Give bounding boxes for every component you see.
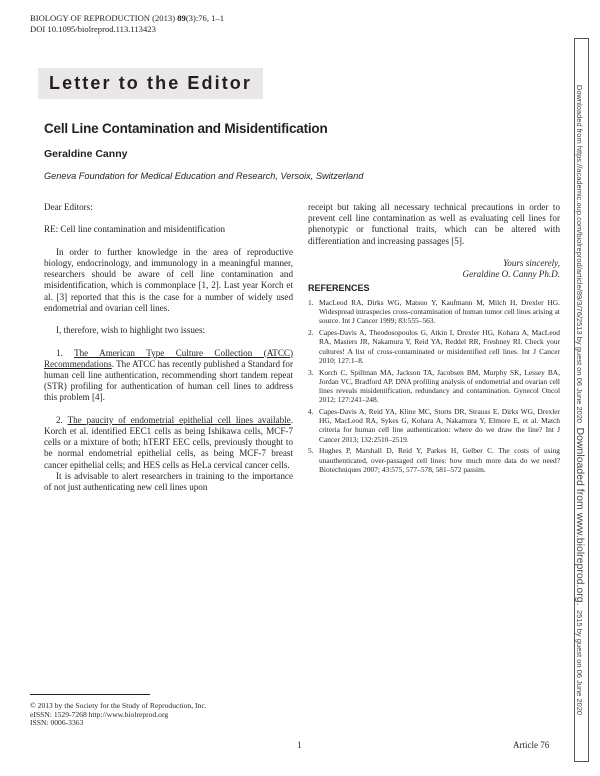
paragraph-issues-lead: I, therefore, wish to highlight two issues: [56,325,206,336]
reference-item [308,298,560,326]
footer-notes [30,702,207,728]
reference-text: Hughes P, Marshall D, Reid Y, Parkes H, Gelber C. The costs of using unauthenticated, over-passaged cell lines: how much more data do we need? Biotechniques 2007; 43:575, 577–578, 581–572 passim. [319,446,560,474]
reference-text: Capes-Davis A, Reid YA, Kline MC, Storts DR, Strauss E, Dirks WG, Drexler HG, MacLeod RA, Sykes G, Kohara A, Nakamura Y, Elmore E, et al. Match criteria for human cell line authentication: where do we draw the line? Int J Cancer 2013; 132:2510–2519. [319,407,560,444]
signature: Geraldine O. Canny Ph.D. [462,269,560,280]
copyright-line: © 2013 by the Society for the Study of Reproduction, Inc. [30,701,207,710]
reference-item [308,328,560,365]
paragraph-advice-continued: receipt but taking all necessary technical precautions in order to prevent cell line contamination as well as evaluating cell lines for phenotypic or functional traits, which can be altered with differentiation and increasing passages [5]. [308,202,560,246]
article-title: Cell Line Contamination and Misidentification [44,121,328,136]
issue-2-number: 2. [56,414,68,425]
footer-divider [30,694,150,695]
download-notice[interactable] [572,85,590,715]
section-banner-label: Letter to the Editor [49,73,252,93]
journal-citation [30,13,224,24]
reference-number: 5. [308,446,314,456]
reference-number: 4. [308,407,314,417]
reference-text: Korch C, Spillman MA, Jackson TA, Jacobsen BM, Murphy SK, Lessey BA, Jordan VC, Bradford AP. DNA profiling analysis of endometrial and ovarian cell lines reveals misidentification, redundancy and contamination. Gynecol Oncol 2012; 127:241–248. [319,367,560,405]
issue-2 [44,415,293,471]
download-notice-link[interactable]: Downloaded from www.biolreprod.org. [574,427,586,606]
reference-number: 2. [308,328,314,338]
reference-item [308,407,560,444]
eissn-line: eISSN: 1529-7268 http://www.biolreprod.org [30,709,169,719]
reference-number: 1. [308,298,314,307]
reference-item [308,368,560,405]
reference-text: Capes-Davis A, Theodosopoulos G, Atkin I, Drexler HG, Kohara A, MacLeod RA, Masters JR, Nakamura Y, Reid YA, Reddel RR, Freshney RI. Check your cultures! A list of cross-contaminated or misidentified cell lines. Int J Cancer 2010; 127:1–8. [319,328,560,365]
paragraph-advice: It is advisable to alert researchers in training to the importance of not just authenticating new cell lines upon [44,470,293,492]
references-heading: REFERENCES [308,283,370,293]
issue-2-heading: The paucity of endometrial epithelial cell lines available [67,414,291,425]
reference-number: 3. [308,367,314,377]
closing: Yours sincerely, [503,258,560,268]
author-affiliation: Geneva Foundation for Medical Education and Research, Versoix, Switzerland [44,171,364,181]
journal-prefix: BIOLOGY OF REPRODUCTION (2013) [30,13,178,23]
issue-1-text: . The ATCC has recently published a Standard for human cell line authentication, recommending short tandem repeat (STR) profiling for authentication of human cell lines to address this problem [4]. [44,358,293,403]
issn-line: ISSN: 0006-3363 [30,718,84,728]
issue-1-heading: The American Type Culture Collection (ATCC) Recommendations [44,347,293,369]
re-line: RE: Cell line contamination and misidentification [44,224,226,235]
download-notice-tail: 2515 by guest on 06 June 2020 [575,609,584,716]
author-name: Geraldine Canny [44,148,128,160]
issue-2-text: . Korch et al. identified EEC1 cells as being Ishikawa cells, MCF-7 cells or a mixture of both; hTERT EEC cells, previously thought to be normal endometrial epithelial cells, as being MCF-7 breast cancer epithelial cells; and HES cells as HeLa cervical cancer cells. [44,414,293,470]
reference-text: MacLeod RA, Dirks WG, Matsuo Y, Kaufmann M, Milch H, Drexler HG. Widespread intraspecies cross-contamination of human tumor cell lines arising at source. Int J Cancer 1999; 83:555–563. [319,298,560,326]
journal-issue-pages: (3):76, 1–1 [185,13,225,23]
references-list [308,298,560,477]
article-number: Article 76 [513,740,550,750]
salutation: Dear Editors: [44,202,93,212]
right-column [308,202,560,280]
left-column [44,202,293,493]
paragraph-intro: In order to further knowledge in the area of reproductive biology, endocrinology, and immunology in a meaningful manner, researchers should be aware of cell line contamination and misidentification, which is commonplace [1, 2]. Last year Korch et al. [3] reported that this is the case for a number of widely used endometrial and ovarian cell lines. [44,246,293,313]
issue-1-number: 1. [56,347,75,358]
page-number: 1 [297,740,302,750]
section-banner [38,68,263,99]
journal-volume: 89 [177,13,186,23]
download-notice-small: Downloaded from https://academic.oup.com/biolreprod/article/89/3/76/2513 by guest on 06 June 2020 [575,84,584,424]
doi: DOI 10.1095/biolreprod.113.113423 [30,24,156,34]
issue-1 [44,348,293,404]
reference-item [308,446,560,474]
